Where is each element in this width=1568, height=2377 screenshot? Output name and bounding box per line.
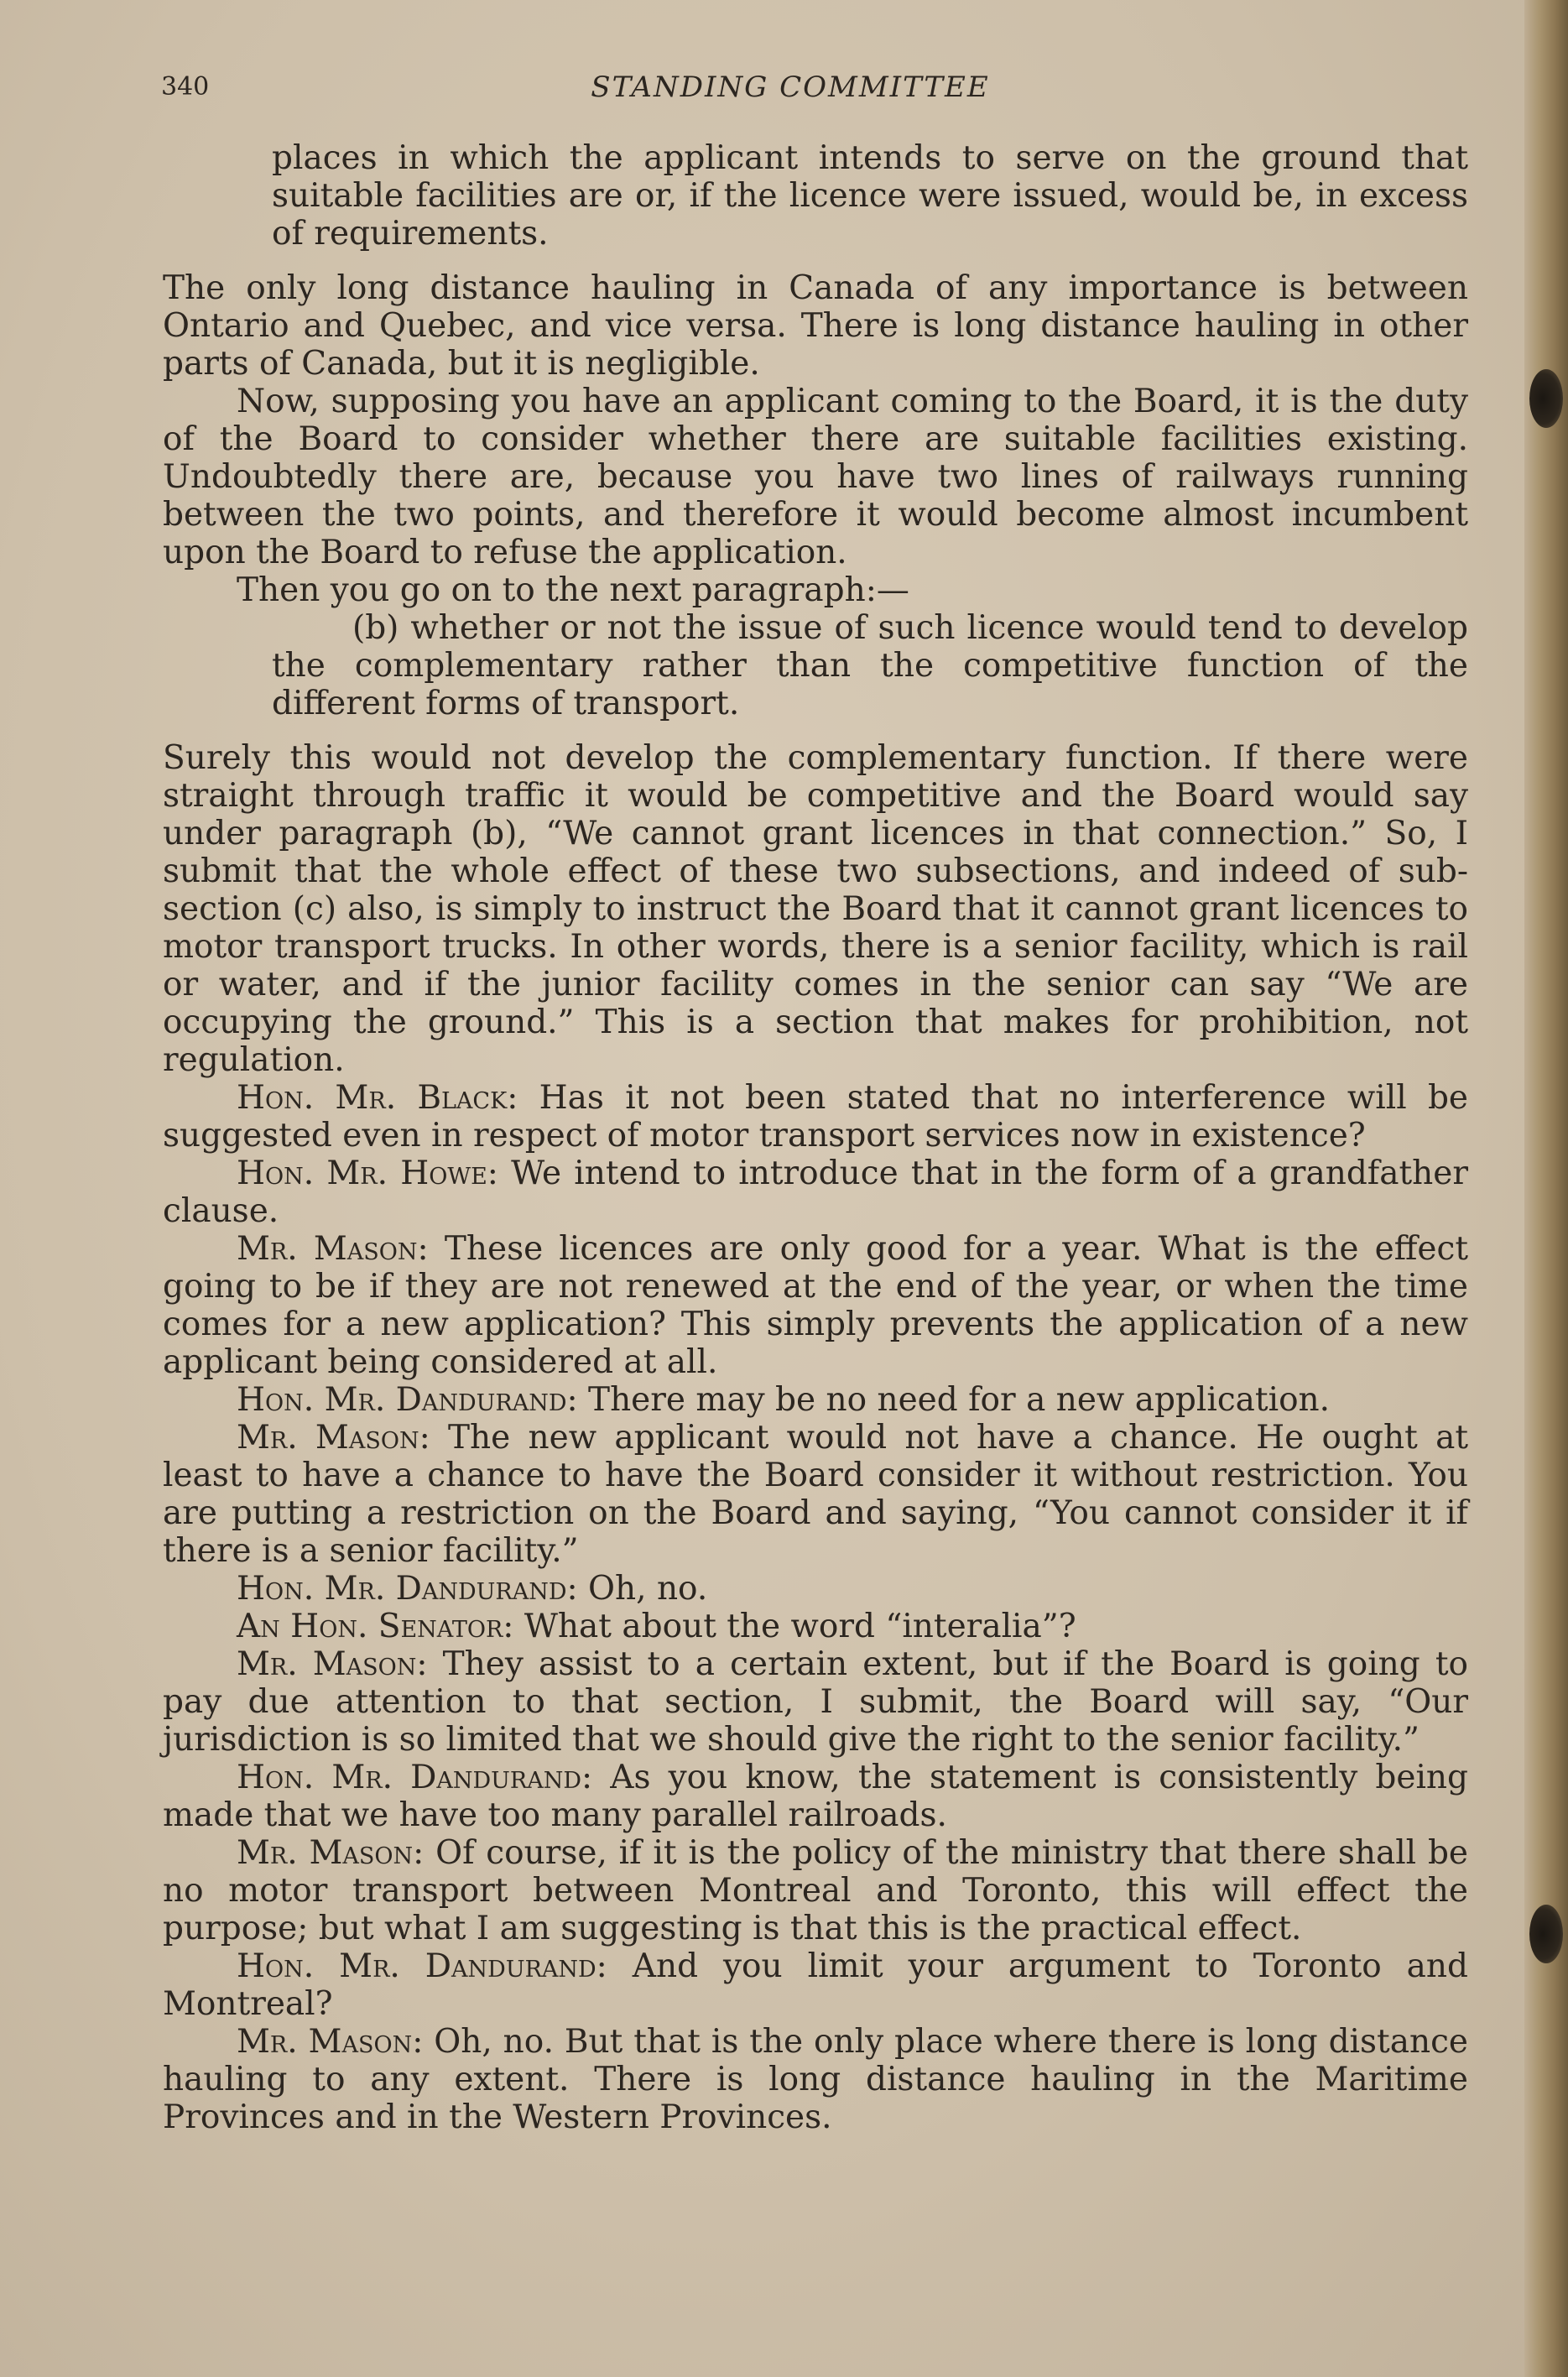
paragraph: The only long distance hauling in Canada of any importance is between Ontario and Quebec, and vice versa. There is long distance hauling in other parts of Canada, but it is negligible. xyxy=(163,269,1468,383)
speaker-name: Hon. Mr. Dandurand: xyxy=(237,1759,593,1796)
speaker-name: Mr. Mason: xyxy=(237,2023,424,2061)
page-number: 340 xyxy=(161,72,210,102)
speaker-name: Mr. Mason: xyxy=(237,1834,425,1872)
speech-text: And you limit your argument to Toronto and Montreal? xyxy=(163,1947,1468,2023)
running-head: STANDING COMMITTEE xyxy=(591,70,990,104)
speech-text: Oh, no. But that is the only place where there is long distance hauling to any extent. There is long distance hauling in the Maritime Provinces and in the Western Provinces. xyxy=(163,2023,1468,2136)
speech xyxy=(163,1381,1468,1419)
speech-text: The new applicant would not have a chance. He ought at least to have a chance to have the Board consider it without restriction. You are putting a restriction on the Board and saying, “You cannot consider it if there is a senior facility.” xyxy=(163,1419,1468,1570)
speaker-name: Hon. Mr. Dandurand: xyxy=(237,1570,578,1608)
speech-text: Of course, if it is the policy of the ministry that there shall be no motor transport between Montreal and Toronto, this will effect the purpose; but what I am suggesting is that this is the practical effect. xyxy=(163,1834,1469,1947)
speech-text: As you know, the statement is consistently being made that we have too many parallel railroads. xyxy=(163,1759,1469,1834)
speech xyxy=(163,1834,1468,1947)
speech xyxy=(163,1079,1468,1155)
quoted-paragraph-continued: places in which the applicant intends to serve on the ground that suitable facilities are or, if the licence were issued, would be, in excess of requirements. xyxy=(272,139,1468,253)
body-text xyxy=(163,139,1468,2136)
quoted-paragraph: (b) whether or not the issue of such licence would tend to develop the complementary rather than the competitive function of the different forms of transport. xyxy=(272,609,1468,722)
speech xyxy=(163,1608,1468,1645)
paragraph: Then you go on to the next paragraph:— xyxy=(237,571,909,609)
speech-text: There may be no need for a new application. xyxy=(577,1381,1331,1419)
speech xyxy=(163,1947,1468,2023)
speaker-name: Mr. Mason: xyxy=(237,1230,429,1268)
speaker-name: Mr. Mason: xyxy=(237,1419,430,1457)
speech xyxy=(163,1570,1468,1608)
speaker-name: Hon. Mr. Dandurand: xyxy=(237,1381,578,1419)
speech-text: They assist to a certain extent, but if the Board is going to pay due attention to that section, I submit, the Board will say, “Our jurisdiction is so limited that we should give the right to the senior facility.” xyxy=(163,1645,1469,1759)
speech-text: Oh, no. xyxy=(577,1570,708,1608)
speaker-name: Hon. Mr. Dandurand: xyxy=(237,1947,607,1985)
binding-hole-top xyxy=(1529,369,1563,428)
paragraph: Surely this would not develop the complementary function. If there were straight through traffic it would be competitive and the Board would say under paragraph (b), “We cannot grant licences in that connection.” So, I submit that the whole effect of these two subsections, and indeed of sub-section (c) also, is simply to instruct the Board that it cannot grant licences to motor transport trucks. In other words, there is a senior facility, which is rail or water, and if the junior facility comes in the senior can say “We are occupying the ground.” This is a section that makes for prohibition, not regulation. xyxy=(163,739,1468,1079)
speaker-name: An Hon. Senator: xyxy=(237,1608,514,1645)
binding-hole-bottom xyxy=(1529,1905,1563,1963)
speech xyxy=(163,1230,1468,1381)
speaker-name: Hon. Mr. Howe: xyxy=(237,1155,498,1192)
speech-text: What about the word “interalia”? xyxy=(513,1608,1076,1645)
binding-edge xyxy=(1524,0,1568,2377)
speaker-name: Hon. Mr. Black: xyxy=(237,1079,518,1117)
speech xyxy=(163,1759,1468,1834)
speech-text: We intend to introduce that in the form of a grandfather clause. xyxy=(163,1155,1468,1230)
speech-text: These licences are only good for a year. What is the effect going to be if they are not renewed at the end of the year, or when the time comes for a new application? This simply prevents the application of a new applicant being considered at all. xyxy=(163,1230,1468,1381)
speech-text: Has it not been stated that no interference will be suggested even in respect of motor transport services now in existence? xyxy=(163,1079,1468,1155)
paragraph: Now, supposing you have an applicant coming to the Board, it is the duty of the Board to consider whether there are suitable facilities existing. Undoubtedly there are, because you have two lines of railways running between the two points, and therefore it would become almost incumbent upon the Board to refuse the application. xyxy=(163,383,1468,571)
page-header xyxy=(161,69,1470,111)
speech xyxy=(163,2023,1468,2136)
speech xyxy=(163,1645,1468,1759)
speech xyxy=(163,1155,1468,1230)
speech xyxy=(163,1419,1468,1570)
speaker-name: Mr. Mason: xyxy=(237,1645,428,1683)
